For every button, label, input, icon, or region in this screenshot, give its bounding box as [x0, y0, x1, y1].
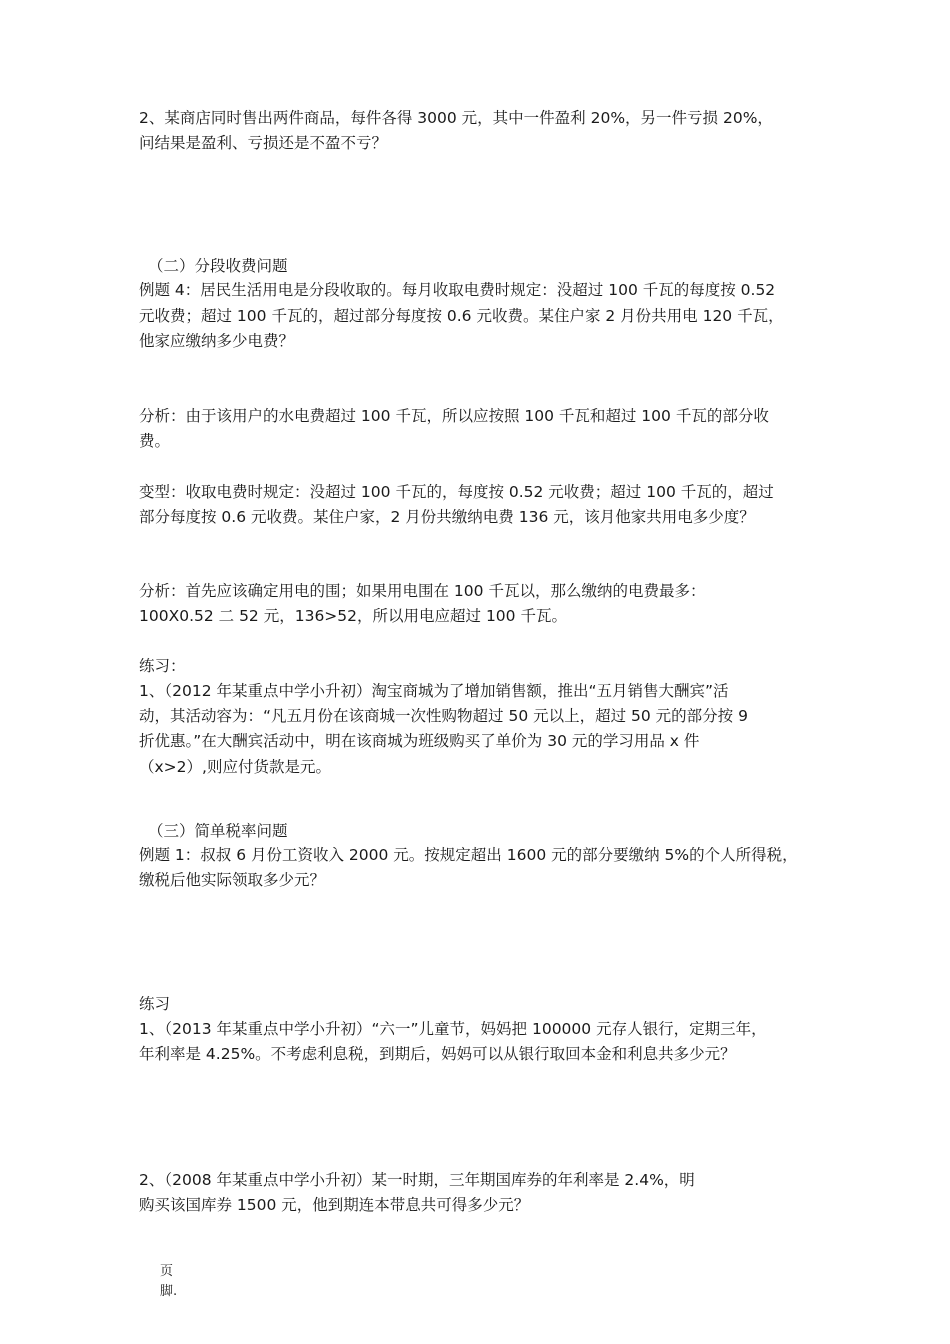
- analysis1-line1: 分析：由于该用户的水电费超过 100 千瓦，所以应按照 100 千瓦和超过 100 千瓦的部分收: [139, 407, 769, 425]
- variant-line1: 变型：收取电费时规定：没超过 100 千瓦的，每度按 0.52 元收费；超过 100 千瓦的，超过: [139, 483, 774, 501]
- variant-line2: 部分每度按 0.6 元收费。某住户家，2 月份共缴纳电费 136 元，该月他家共用电多少度？: [139, 508, 755, 526]
- analysis2-line1: 分析：首先应该确定用电的围；如果用电围在 100 千瓦以，那么缴纳的电费最多：: [139, 582, 706, 600]
- practice2-q1-line2: 年利率是 4.25%。不考虑利息税，到期后，妈妈可以从银行取回本金和利息共多少元？: [139, 1045, 736, 1063]
- problem2-line2: 问结果是盈利、亏损还是不盈不亏？: [139, 134, 388, 152]
- footer-line2: 脚.: [160, 1284, 178, 1299]
- example4-line1: 例题 4：居民生活用电是分段收取的。每月收取电费时规定：没超过 100 千瓦的每度按 0.52: [139, 281, 776, 299]
- footer-line1: 页: [160, 1264, 174, 1279]
- practice2-q2-line2: 购买该国库券 1500 元，他到期连本带息共可得多少元？: [139, 1196, 530, 1214]
- practice1-q1-line4: （x>2）,则应付货款是元。: [139, 758, 331, 776]
- practice1-q1-line1: 1、（2012 年某重点中学小升初）淘宝商城为了增加销售额，推出“五月销售大酬宾”活: [139, 682, 729, 700]
- practice1-q1-line3: 折优惠。”在大酬宾活动中，明在该商城为班级购买了单价为 30 元的学习用品 x 件: [139, 732, 700, 750]
- analysis2-line2: 100X0.52 二 52 元，136>52，所以用电应超过 100 千瓦。: [139, 607, 567, 625]
- section3-heading: （三）简单税率问题: [148, 822, 288, 840]
- practice2-q1-line1: 1、（2013 年某重点中学小升初）“六一”儿童节，妈妈把 100000 元存人银行，定期三年，: [139, 1020, 767, 1038]
- practice1-q1-line2: 动，其活动容为：“凡五月份在该商城一次性购物超过 50 元以上，超过 50 元的部分按 9: [139, 707, 748, 725]
- practice2-label: 练习: [139, 995, 171, 1013]
- analysis1-line2: 费。: [139, 432, 171, 450]
- example1-line2: 缴税后他实际领取多少元？: [139, 871, 326, 889]
- problem2-line1: 2、某商店同时售出两件商品，每件各得 3000 元，其中一件盈利 20%，另一件亏损 20%，: [139, 109, 773, 127]
- section2-heading: （二）分段收费问题: [148, 257, 288, 275]
- example4-line3: 他家应缴纳多少电费？: [139, 332, 295, 350]
- practice1-label: 练习：: [139, 657, 186, 675]
- example4-line2: 元收费；超过 100 千瓦的，超过部分每度按 0.6 元收费。某住户家 2 月份共用电 120 千瓦，: [139, 307, 784, 325]
- practice2-q2-line1: 2、（2008 年某重点中学小升初）某一时期，三年期国库券的年利率是 2.4%，明: [139, 1171, 695, 1189]
- example1-line1: 例题 1：叔叔 6 月份工资收入 2000 元。按规定超出 1600 元的部分要缴纳 5%的个人所得税，: [139, 846, 798, 864]
